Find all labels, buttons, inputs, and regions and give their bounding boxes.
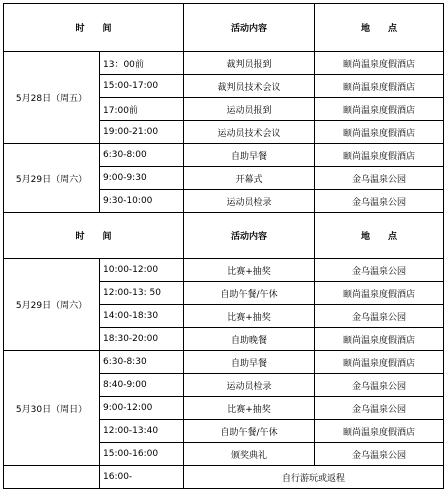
place-cell: 颐尚温泉度假酒店	[315, 144, 444, 167]
activity-cell: 自助午餐/午休	[184, 420, 315, 443]
time-cell: 13：00前	[100, 52, 184, 75]
header-row	[4, 213, 444, 259]
date-cell: 5月29日（周六）	[4, 259, 100, 351]
place-cell: 金乌温泉公园	[315, 374, 444, 397]
header-activity: 活动内容	[184, 4, 315, 52]
place-cell: 金乌温泉公园	[315, 443, 444, 466]
place-cell: 金乌温泉公园	[315, 397, 444, 420]
place-cell: 金乌温泉公园	[315, 259, 444, 282]
table-row	[4, 351, 444, 374]
place-cell: 颐尚温泉度假酒店	[315, 121, 444, 144]
place-cell: 颐尚温泉度假酒店	[315, 75, 444, 98]
activity-cell: 颁奖典礼	[184, 443, 315, 466]
header-time: 时 间	[4, 213, 184, 259]
activity-cell: 运动员技术会议	[184, 121, 315, 144]
place-cell: 颐尚温泉度假酒店	[315, 351, 444, 374]
date-cell-empty	[4, 466, 100, 489]
date-cell: 5月28日（周五）	[4, 52, 100, 144]
activity-cell: 自助晚餐	[184, 328, 315, 351]
activity-cell: 裁判员技术会议	[184, 75, 315, 98]
time-cell: 6:30-8:00	[100, 144, 184, 167]
table-row	[4, 144, 444, 167]
time-cell: 9:00-12:00	[100, 397, 184, 420]
time-cell: 6:30-8:30	[100, 351, 184, 374]
time-cell: 9:00-9:30	[100, 167, 184, 190]
place-cell: 颐尚温泉度假酒店	[315, 420, 444, 443]
header-row	[4, 4, 444, 52]
place-cell: 颐尚温泉度假酒店	[315, 282, 444, 305]
header-activity: 活动内容	[184, 213, 315, 259]
time-cell: 16:00-	[100, 466, 184, 489]
header-place: 地 点	[315, 213, 444, 259]
time-cell: 12:00-13:40	[100, 420, 184, 443]
table-row	[4, 259, 444, 282]
time-cell: 15:00-17:00	[100, 75, 184, 98]
place-cell: 金乌温泉公园	[315, 305, 444, 328]
time-cell: 14:00-18:30	[100, 305, 184, 328]
place-cell: 金乌温泉公园	[315, 190, 444, 213]
place-cell: 颐尚温泉度假酒店	[315, 52, 444, 75]
time-cell: 9:30-10:00	[100, 190, 184, 213]
table-row	[4, 52, 444, 75]
activity-cell: 比赛+抽奖	[184, 259, 315, 282]
place-cell: 金乌温泉公园	[315, 167, 444, 190]
activity-cell: 自助早餐	[184, 351, 315, 374]
activity-cell: 比赛+抽奖	[184, 397, 315, 420]
schedule-table	[3, 3, 444, 489]
time-cell: 8:40-9:00	[100, 374, 184, 397]
activity-cell: 比赛+抽奖	[184, 305, 315, 328]
activity-cell: 自助午餐/午休	[184, 282, 315, 305]
time-cell: 18:30-20:00	[100, 328, 184, 351]
activity-cell: 运动员检录	[184, 374, 315, 397]
place-cell: 颐尚温泉度假酒店	[315, 328, 444, 351]
activity-cell: 裁判员报到	[184, 52, 315, 75]
time-cell: 12:00-13: 50	[100, 282, 184, 305]
date-cell: 5月30日（周日）	[4, 351, 100, 466]
activity-cell: 自行游玩或返程	[184, 466, 444, 489]
header-place: 地 点	[315, 4, 444, 52]
place-cell: 颐尚温泉度假酒店	[315, 98, 444, 121]
time-cell: 17:00前	[100, 98, 184, 121]
activity-cell: 运动员报到	[184, 98, 315, 121]
activity-cell: 运动员检录	[184, 190, 315, 213]
time-cell: 15:00-16:00	[100, 443, 184, 466]
date-cell: 5月29日（周六）	[4, 144, 100, 213]
time-cell: 10:00-12:00	[100, 259, 184, 282]
activity-cell: 开幕式	[184, 167, 315, 190]
time-cell: 19:00-21:00	[100, 121, 184, 144]
header-time: 时 间	[4, 4, 184, 52]
table-row	[4, 466, 444, 489]
activity-cell: 自助早餐	[184, 144, 315, 167]
